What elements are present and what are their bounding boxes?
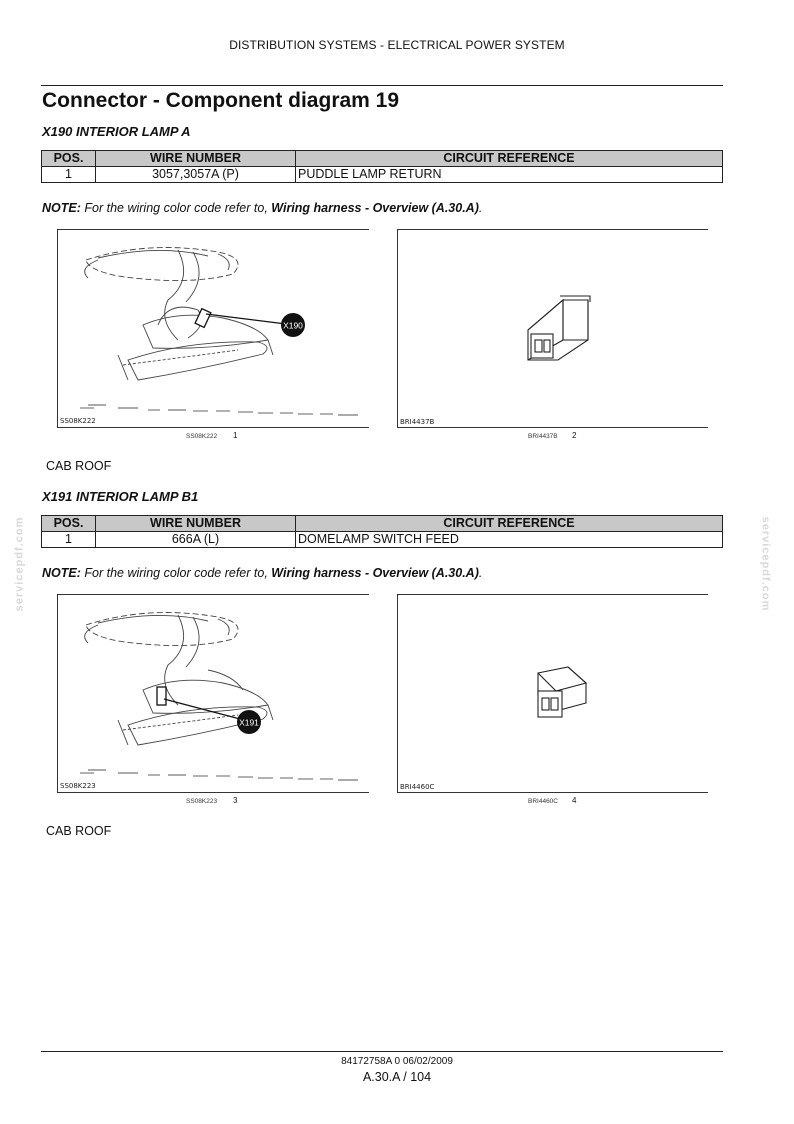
location-label: CAB ROOF bbox=[46, 824, 112, 838]
cell-wire: 3057,3057A (P) bbox=[96, 167, 296, 183]
figure-cab-roof-x191 bbox=[57, 594, 369, 793]
col-wire-header: WIRE NUMBER bbox=[96, 516, 296, 532]
section-title-x191: X191 INTERIOR LAMP B1 bbox=[42, 489, 199, 504]
page-title: Connector - Component diagram 19 bbox=[42, 89, 400, 112]
running-header: DISTRIBUTION SYSTEMS - ELECTRICAL POWER SYSTEM bbox=[229, 38, 565, 52]
note-link[interactable]: Wiring harness - Overview (A.30.A) bbox=[271, 201, 479, 215]
col-wire-header: WIRE NUMBER bbox=[96, 151, 296, 167]
header-rule bbox=[41, 85, 723, 86]
figure-number: 2 bbox=[572, 431, 577, 440]
footer-page-number: A.30.A / 104 bbox=[362, 1070, 432, 1084]
cell-circuit: DOMELAMP SWITCH FEED bbox=[296, 532, 723, 548]
footer-rule bbox=[41, 1051, 723, 1052]
figure-caption: BRI4460C bbox=[528, 798, 558, 805]
figure-caption: BRI4437B bbox=[528, 433, 558, 440]
figure-number: 3 bbox=[233, 796, 238, 805]
note-label: NOTE: bbox=[42, 566, 81, 580]
table-row bbox=[42, 167, 723, 183]
figure-cab-roof-x190 bbox=[57, 229, 369, 428]
table-row bbox=[42, 532, 723, 548]
table-header-row bbox=[42, 516, 723, 532]
connector-drawing bbox=[398, 230, 708, 427]
figure-number: 1 bbox=[233, 431, 238, 440]
note-link[interactable]: Wiring harness - Overview (A.30.A) bbox=[271, 566, 479, 580]
cab-roof-drawing bbox=[58, 230, 369, 427]
watermark-left: servicepdf.com bbox=[13, 516, 26, 612]
connector-drawing bbox=[398, 595, 708, 792]
note-label: NOTE: bbox=[42, 201, 81, 215]
cell-circuit: PUDDLE LAMP RETURN bbox=[296, 167, 723, 183]
cell-pos: 1 bbox=[42, 532, 96, 548]
footer-document-code: 84172758A 0 06/02/2009 bbox=[341, 1056, 453, 1067]
table-header-row bbox=[42, 151, 723, 167]
cab-roof-drawing bbox=[58, 595, 369, 792]
figure-code: SS08K222 bbox=[60, 417, 96, 425]
watermark-right: servicepdf.com bbox=[759, 516, 772, 612]
figure-connector-x191 bbox=[397, 594, 708, 793]
figure-connector-x190 bbox=[397, 229, 708, 428]
col-pos-header: POS. bbox=[42, 516, 96, 532]
col-circuit-header: CIRCUIT REFERENCE bbox=[296, 151, 723, 167]
figure-caption: SS08K223 bbox=[186, 798, 218, 805]
figure-code: BRI4437B bbox=[400, 418, 435, 426]
figure-caption: SS08K222 bbox=[186, 433, 218, 440]
note-text: For the wiring color code refer to, bbox=[84, 566, 268, 580]
col-pos-header: POS. bbox=[42, 151, 96, 167]
note-end: . bbox=[478, 566, 483, 580]
section-title-x190: X190 INTERIOR LAMP A bbox=[42, 124, 191, 139]
callout-label: X191 bbox=[239, 717, 259, 728]
connector-table-x191 bbox=[41, 515, 723, 548]
wiring-note bbox=[42, 566, 482, 580]
figure-code: BRI4460C bbox=[400, 783, 435, 791]
figure-number: 4 bbox=[572, 796, 577, 805]
cell-wire: 666A (L) bbox=[96, 532, 296, 548]
note-end: . bbox=[478, 201, 483, 215]
note-text: For the wiring color code refer to, bbox=[84, 201, 268, 215]
connector-table-x190 bbox=[41, 150, 723, 183]
cell-pos: 1 bbox=[42, 167, 96, 183]
callout-label: X190 bbox=[283, 320, 303, 331]
wiring-note bbox=[42, 201, 482, 215]
figure-code: SS08K223 bbox=[60, 782, 96, 790]
location-label: CAB ROOF bbox=[46, 459, 112, 473]
col-circuit-header: CIRCUIT REFERENCE bbox=[296, 516, 723, 532]
